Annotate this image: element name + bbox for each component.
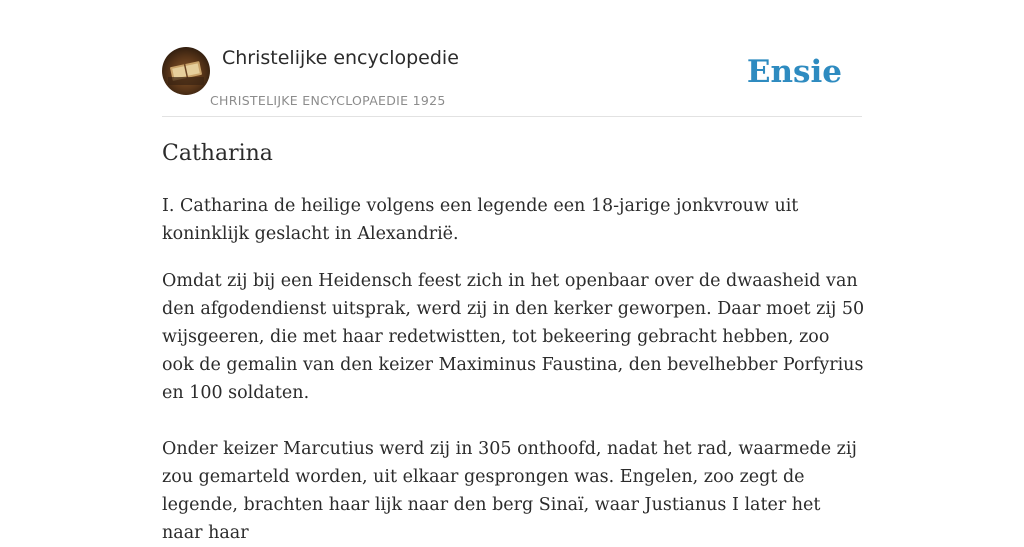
article bbox=[162, 138, 866, 547]
book-image-icon bbox=[162, 47, 210, 95]
source-title[interactable]: Christelijke encyclopedie bbox=[222, 47, 459, 69]
source-avatar[interactable] bbox=[162, 47, 210, 95]
brand-logo[interactable]: Ensie bbox=[746, 54, 842, 90]
source-header bbox=[162, 46, 862, 117]
article-title: Catharina bbox=[162, 141, 273, 166]
article-paragraph: I. Catharina de heilige volgens een legende een 18-jarige jonkvrouw uit koninklijk geslacht in Alexandrië. bbox=[162, 196, 799, 244]
article-paragraph: Onder keizer Marcutius werd zij in 305 onthoofd, nadat het rad, waarmede zij zou gemarteld worden, uit elkaar gesprongen was. Engelen, zoo zegt de legende, brachten haar lijk naar den berg Sinaï, waar Justianus I later het naar haar bbox=[162, 439, 857, 543]
source-subtitle: CHRISTELIJKE ENCYCLOPAEDIE 1925 bbox=[210, 93, 446, 108]
article-paragraph: Omdat zij bij een Heidensch feest zich in het openbaar over de dwaasheid van den afgodendienst uitsprak, werd zij in den kerker geworpen. Daar moet zij 50 wijsgeeren, die met haar redetwistten, tot bekeering gebracht hebben, zoo ook de gemalin van den keizer Maximinus Faustina, den bevelhebber Porfyrius en 100 soldaten. bbox=[162, 271, 865, 403]
